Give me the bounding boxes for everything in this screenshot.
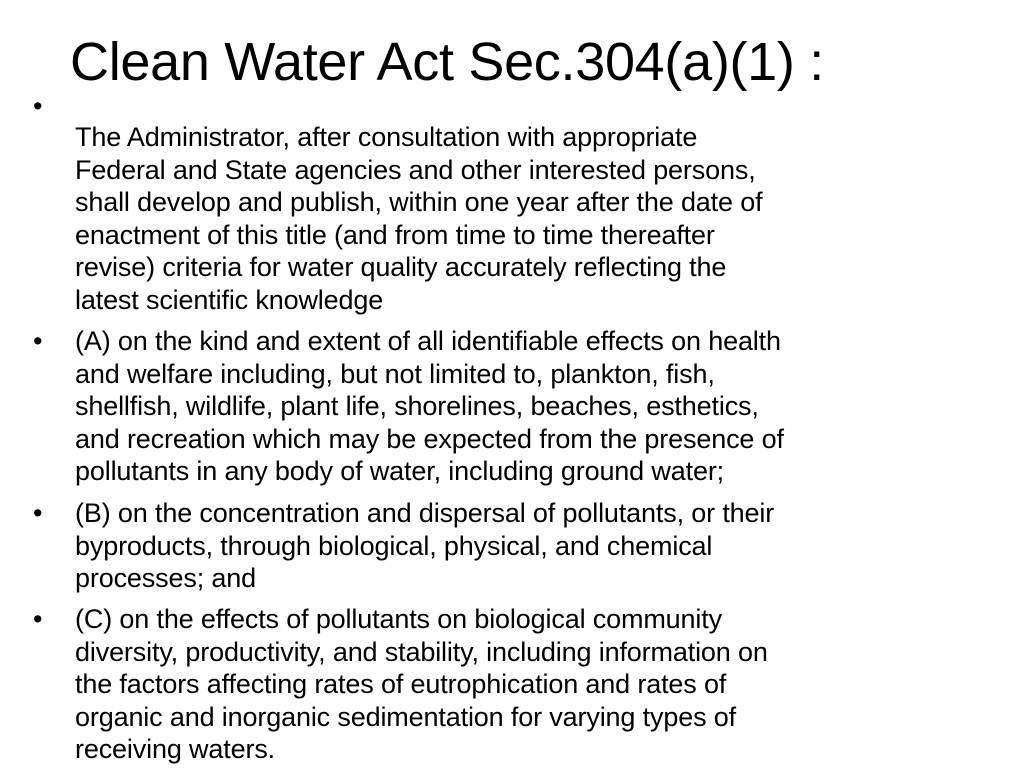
bullet-text-c: (C) on the effects of pollutants on biological community diversity, productivity, and stability, including information on the factors affecting rates of eutrophication and rates of organic and inorganic sedimentation for varying types of receiving waters. — [75, 604, 768, 764]
bullet-marker: • — [33, 326, 43, 356]
bullet-marker: • — [33, 91, 43, 121]
bullet-marker: • — [33, 604, 43, 634]
bullet-text-b: (B) on the concentration and dispersal of pollutants, or their byproducts, through biological, physical, and chemical processes; and — [75, 498, 775, 593]
slide-title: Clean Water Act Sec.304(a)(1) : — [70, 32, 825, 92]
bullet-text-intro: The Administrator, after consultation with appropriate Federal and State agencies and other interested persons, shall develop and publish, within one year after the date of enactment of this title (and from time to time thereafter revise) criteria for water quality accurately reflecting the latest scientific knowledge — [75, 122, 763, 315]
bullet-marker: • — [33, 498, 43, 528]
bullet-text-a: (A) on the kind and extent of all identifiable effects on health and welfare including, but not limited to, plankton, fish, shellfish, wildlife, plant life, shorelines, beaches, esthetics, and recreation which may be expected from the presence of pollutants in any body of water, including ground water; — [75, 326, 784, 486]
